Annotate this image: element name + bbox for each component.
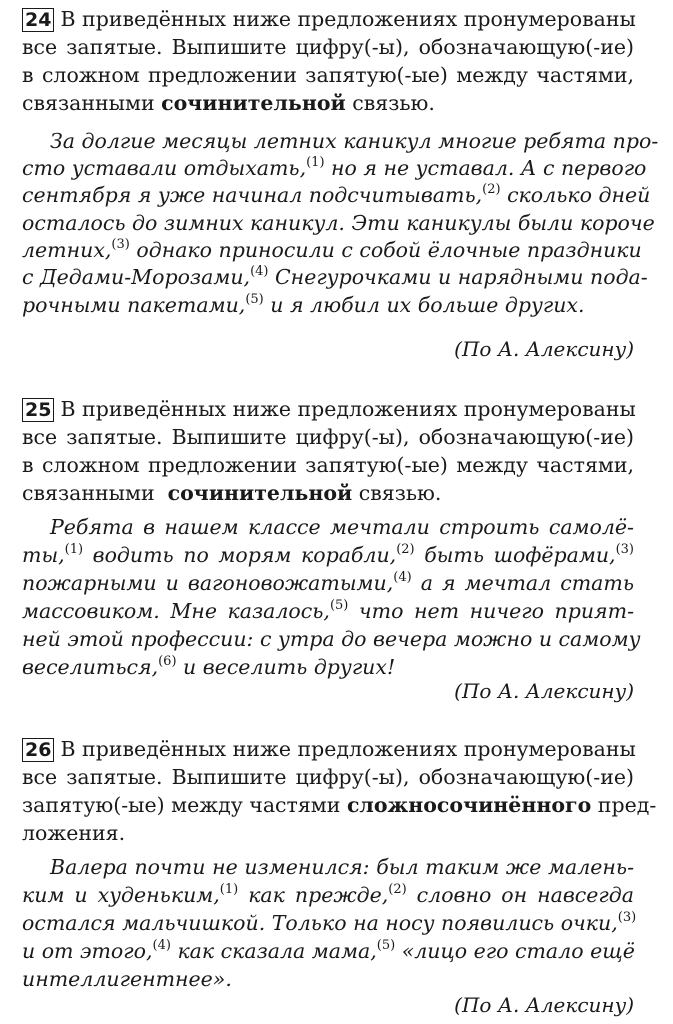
comma-number: (5)	[329, 598, 349, 613]
comma-number: (3)	[111, 237, 130, 252]
text-line: сто уставали отдыхать,$^{(1)}$ но я не уставал. А с первого	[22, 155, 647, 180]
text-line: и от этого,$^{(4)}$ как сказала мама,$^{(5)}$ «лицо его стало ещё	[22, 938, 635, 963]
instruction-line: запятую(-ые) между частями сложносочинённого пред-	[22, 793, 657, 817]
instruction-line: связанными сочинительной связью.	[22, 91, 435, 115]
instruction-line: все запятые. Выпишите цифру(-ы), обозначающую(-ие)	[22, 425, 634, 449]
text-line: веселиться,$^{(6)}$ и веселить других!	[22, 654, 396, 679]
comma-number: (3)	[615, 542, 634, 557]
instruction-line: 24 В приведённых ниже предложениях пронумерованы	[22, 6, 634, 32]
comma-number: (4)	[393, 570, 412, 585]
text-line: сентября я уже начинал подсчитывать,$^{(2)}$ сколько дней	[22, 182, 651, 207]
comma-number: (1)	[306, 155, 325, 170]
text-line: летних,$^{(3)}$ однако приносили с собой ёлочные праздники	[22, 237, 642, 262]
text-line: остался мальчишкой. Только на носу появились очки,$^{(3)}$	[22, 910, 637, 935]
task-26	[22, 734, 657, 1022]
text-line: пожарными и вагоновожатыми,$^{(4)}$ а я мечтал стать	[22, 570, 634, 595]
comma-number: (1)	[64, 542, 84, 557]
text-line: ней этой профессии: с утра до вечера можно и самому	[22, 627, 641, 651]
bold-term: сочинительной	[161, 91, 346, 115]
instruction-line: все запятые. Выпишите цифру(-ы), обозначающую(-ие)	[22, 765, 634, 789]
source-attribution: (По А. Алексину)	[454, 679, 634, 703]
instruction-line: ложения.	[22, 821, 126, 845]
instruction-line: все запятые. Выпишите цифру(-ы), обозначающую(-ие)	[22, 35, 634, 59]
task-number: 25	[22, 398, 54, 422]
instruction-line: 25 В приведённых ниже предложениях пронумерованы	[22, 396, 634, 422]
comma-number: (4)	[250, 264, 269, 279]
task-number: 26	[22, 738, 54, 762]
comma-number: (2)	[482, 182, 501, 197]
source-attribution: (По А. Алексину)	[454, 993, 634, 1017]
source-attribution: (По А. Алексину)	[454, 337, 634, 361]
comma-number: (5)	[376, 938, 396, 953]
text-line: ты,$^{(1)}$ водить по морям корабли,$^{(2)}$ быть шофёрами,$^{(3)}$	[22, 542, 634, 567]
instruction-line: связанными сочинительной связью.	[22, 481, 442, 505]
text-line: массовиком. Мне казалось,$^{(5)}$ что нет ничего прият-	[22, 598, 634, 623]
comma-number: (5)	[245, 292, 264, 307]
comma-number: (2)	[388, 882, 407, 897]
text-line: ким и худеньким,$^{(1)}$ как прежде,$^{(2)}$ словно он навсегда	[22, 882, 634, 907]
text-line: Ребята в нашем классе мечтали строить самолё-	[50, 515, 634, 539]
text-line: Валера почти не изменился: был таким же малень-	[50, 855, 634, 879]
instruction-line: в сложном предложении запятую(-ые) между частями,	[22, 453, 634, 477]
text-line: За долгие месяцы летних каникул многие ребята про-	[50, 129, 659, 153]
text-line: рочными пакетами,$^{(5)}$ и я любил их больше других.	[22, 292, 585, 317]
comma-number: (1)	[219, 882, 239, 897]
task-24	[22, 4, 659, 364]
comma-number: (6)	[158, 654, 177, 669]
text-line: осталось до зимних каникул. Эти каникулы были короче	[22, 211, 655, 235]
text-line: с Дедами-Морозами,$^{(4)}$ Снегурочками и нарядными пода-	[22, 264, 648, 289]
comma-number: (2)	[396, 542, 415, 557]
comma-number: (4)	[152, 938, 171, 953]
bold-term: сочинительной	[167, 481, 353, 505]
bold-term: сложносочинённого	[346, 793, 592, 817]
task-number: 24	[22, 8, 54, 32]
instruction-line: в сложном предложении запятую(-ые) между частями,	[22, 63, 634, 87]
instruction-line: 26 В приведённых ниже предложениях пронумерованы	[22, 736, 634, 762]
text-line: интеллигентнее».	[22, 967, 232, 991]
task-25	[22, 394, 641, 704]
comma-number: (3)	[617, 910, 637, 925]
